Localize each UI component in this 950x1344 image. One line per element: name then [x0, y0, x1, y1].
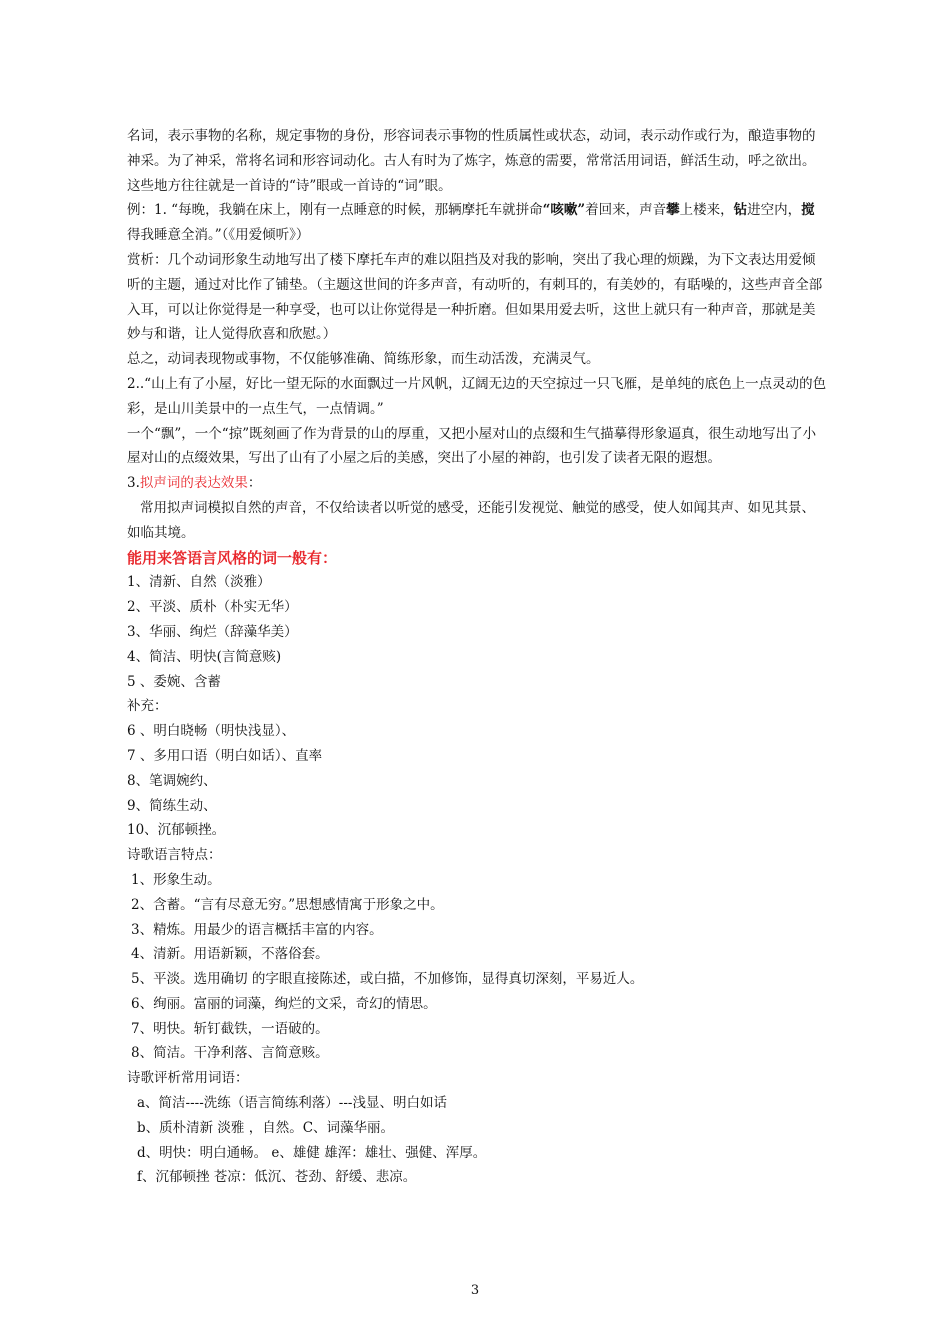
list-item: 5、平淡。选用确切 的字眼直接陈述，或白描，不加修饰，显得真切深刻，平易近人。: [131, 971, 644, 988]
list-item: 9、简练生动、: [127, 797, 217, 814]
supplement-list: [127, 719, 827, 843]
list-item: 2、平淡、质朴（朴实无华）: [127, 599, 298, 616]
list-item: 10、沉郁顿挫。: [127, 822, 226, 839]
list-item: 3、精炼。用最少的语言概括丰富的内容。: [131, 921, 383, 938]
list-item: 7 、多用口语（明白如话）、直率: [127, 747, 323, 764]
section-3-number: 3.: [127, 475, 140, 492]
page-body: [127, 124, 827, 1190]
style-words-heading: 能用来答语言风格的词一般有：: [127, 548, 338, 567]
example-2-comment: 一个“飘”，一个“掠”既刻画了作为背景的山的厚重，又把小屋对山的点缀和生气描摹得形象逼真，很生动地写出了小屋对山的点缀效果，写出了山有了小屋之后的美感，突出了小屋的神韵，也引发了读者无限的遐想。: [127, 425, 817, 467]
list-item: 2、含蓄。“言有尽意无穷。”思想感情寓于形象之中。: [131, 896, 444, 913]
poetry-features-label: 诗歌语言特点：: [127, 847, 222, 864]
list-item: 7、明快。斩钉截铁，一语破的。: [131, 1020, 329, 1037]
list-item: 8、笔调婉约、: [127, 772, 217, 789]
example-2: 2..“山上有了小屋，好比一望无际的水面飘过一片风帆，辽阔无边的天空掠过一只飞雁，是单纯的底色上一点灵动的色彩，是山川美景中的一点生气，一点情调。”: [127, 375, 827, 417]
critique-terms-list: [127, 1091, 827, 1190]
list-item: 8、简洁。干净利落、言简意赅。: [131, 1045, 329, 1062]
supplement-label: 补充：: [127, 698, 168, 715]
list-item: 6 、明白晓畅（明快浅显）、: [127, 723, 296, 740]
intro-paragraph: 名词，表示事物的名称，规定事物的身份，形容词表示事物的性质属性或状态，动词，表示动作或行为，酿造事物的神采。为了神采，常将名词和形容词动化。古人有时为了炼字，炼意的需要，常常活用词语，鲜活生动，呼之欲出。这些地方往往就是一首诗的“诗”眼或一首诗的“词”眼。: [127, 128, 816, 194]
section-3-colon: ：: [247, 475, 262, 492]
summary-paragraph: 总之，动词表现物或事物，不仅能够准确、简练形象，而生动活泼，充满灵气。: [127, 351, 600, 368]
list-item: 4、简洁、明快(言简意赅): [127, 648, 282, 665]
list-item: 1、形象生动。: [131, 871, 221, 888]
page-number: 3: [470, 1283, 480, 1298]
section-3-body: 常用拟声词模拟自然的声音，不仅给读者以听觉的感受，还能引发视觉、触觉的感受，使人如闻其声、如见其景、如临其境。: [127, 499, 815, 541]
list-item: a、简洁----洗练（语言简练利落）---浅显、明白如话: [137, 1095, 447, 1112]
list-item: 1、清新、自然（淡雅）: [127, 574, 271, 591]
example-1-text-c: 着回来，声音: [585, 202, 667, 219]
style-words-list: [127, 570, 827, 694]
example-1: [127, 198, 827, 248]
example-1-text-a: 例：1. “每晚，我躺在床上，刚有一点睡意的时候，那辆摩托车就拼命: [127, 202, 543, 219]
example-1-bold-zuan: 钻: [733, 202, 748, 219]
list-item: 5 、委婉、含蓄: [127, 673, 221, 690]
list-item: b、质朴清新 淡雅 ，自然。C、词藻华丽。: [137, 1119, 395, 1136]
example-1-text-d: 上楼来，: [679, 202, 734, 219]
section-3-title: 拟声词的表达效果: [139, 475, 248, 492]
list-item: 4、清新。用语新颖，不落俗套。: [131, 946, 329, 963]
example-1-bold-pan: 攀: [666, 202, 680, 219]
example-1-text-e: 进空内，: [747, 202, 802, 219]
list-item: 3、华丽、绚烂（辞藻华美）: [127, 623, 298, 640]
list-item: f、沉郁顿挫 苍凉：低沉、苍劲、舒缓、悲凉。: [137, 1169, 417, 1186]
section-3-heading: [127, 471, 827, 496]
example-1-bold-jiao: 搅: [801, 202, 815, 219]
example-1-text-f: 得我睡意全消。”（《用爱倾听》）: [127, 227, 310, 244]
list-item: d、明快：明白通畅。 e、雄健 雄浑：雄壮、强健、浑厚。: [137, 1144, 487, 1161]
appreciation-paragraph: 赏析：几个动词形象生动地写出了楼下摩托车声的难以阻挡及对我的影响，突出了我心理的烦躁，为下文表达用爱倾听的主题，通过对比作了铺垫。（主题这世间的许多声音，有动听的，有刺耳的，有美妙的，有聒噪的，这些声音全部入耳，可以让你觉得是一种享受，也可以让你觉得是一种折磨。但如果用爱去听，这世上就只有一种声音，那就是美妙与和谐，让人觉得欣喜和欣慰。）: [127, 251, 823, 343]
critique-terms-label: 诗歌评析常用词语：: [127, 1070, 249, 1087]
example-1-bold-kesou: “咳嗽”: [542, 202, 586, 219]
poetry-features-list: [127, 868, 827, 1066]
list-item: 6、绚丽。富丽的词藻，绚烂的文采，奇幻的情思。: [131, 995, 437, 1012]
